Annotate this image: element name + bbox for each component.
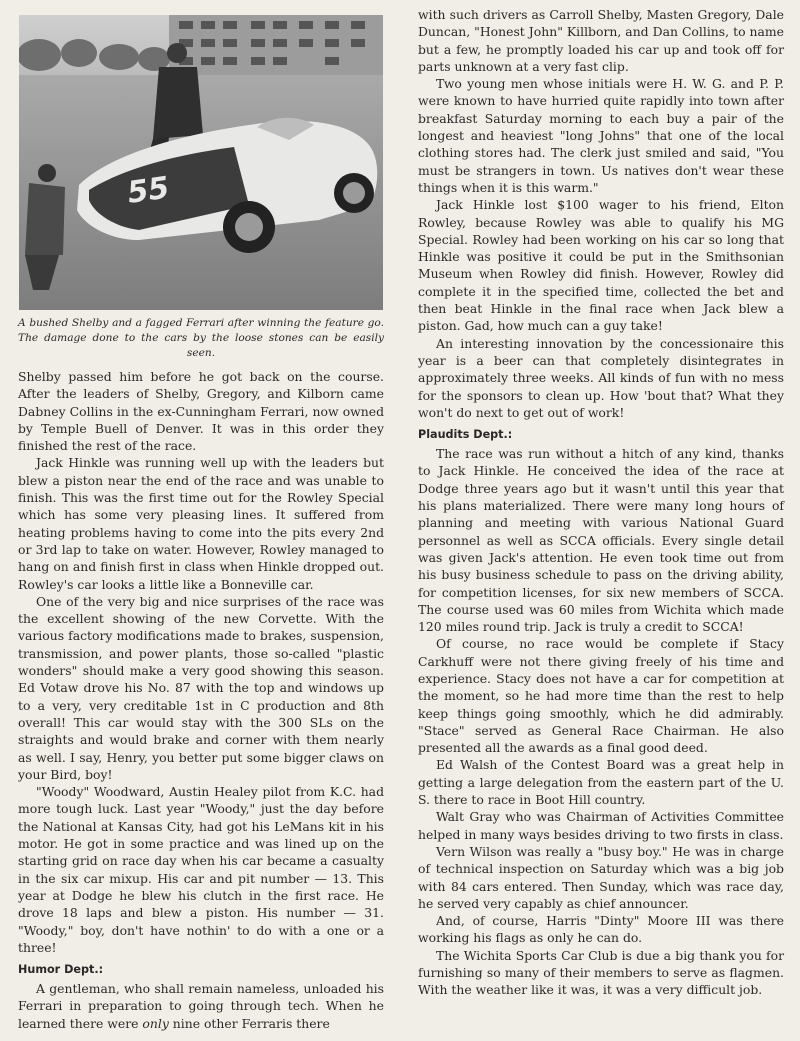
paragraph: Of course, no race would be complete if Stacy Carkhuff were not there giving freely of his time and experience. Stacy does not have a car for competition at the moment, so he had more time than the rest to help keep things going smoothly, which he did admirably. "Stace" served as General Race Chairman. He also presented all the awards as a final good deed. [418, 636, 784, 756]
section-heading-humor: Humor Dept.: [18, 963, 104, 977]
text-run: A gentleman, who shall remain nameless, unloaded his Ferrari in preparation to going through tech. When he learned there were [18, 981, 384, 1031]
photo-caption: A bushed Shelby and a fagged Ferrari after winning the feature go. The damage done to the cars by the loose stones can be easily seen. [18, 317, 384, 359]
paragraph: Jack Hinkle was running well up with the leaders but blew a piston near the end of the race and was unable to finish. This was the first time out for the Rowley Special which has some very pleasing lines. It suffered from heating problems having to come into the pits every 2nd or 3rd lap to take on water. However, Rowley managed to hang on and finish first in class when Hinkle dropped out. Rowley's car looks a little like a Bonneville car. [18, 455, 384, 592]
paragraph: The race was run without a hitch of any kind, thanks to Jack Hinkle. He conceived the idea of the race at Dodge three years ago but it wasn't until this year that his plans materialized. There were many long hours of planning and meeting with various National Guard personnel as well as SCCA officials. Every single detail was given Jack's attention. He even took time out from his busy business schedule to pass on the driving ability, for competition licenses, for six new members of SCCA. The course used was 60 miles from Wichita which made 120 miles round trip. Jack is truly a credit to SCCA! [418, 446, 784, 635]
paragraph: And, of course, Harris "Dinty" Moore III was there working his flags as only he can do. [418, 913, 784, 946]
paragraph: Vern Wilson was really a "busy boy." He was in charge of technical inspection on Saturday which was a big job with 84 cars entered. Then Sunday, which was race day, he served very capably as chief announcer. [418, 843, 784, 911]
paragraph: An interesting innovation by the concessionaire this year is a beer can that completely disintegrates in approximately three weeks. All kinds of fun with no mess for the sponsors to clean up. How 'bout that? What they won't do next to get out of work! [418, 335, 784, 420]
paragraph [18, 980, 384, 1032]
right-column-text [418, 6, 784, 999]
section-heading-plaudits: Plaudits Dept.: [418, 428, 513, 442]
building [169, 15, 383, 75]
paragraph: The Wichita Sports Car Club is due a big thank you for furnishing so many of their members to serve as flagmen. With the weather like it was, it was a very difficult job. [418, 947, 784, 998]
paragraph: One of the very big and nice surprises of the race was the excellent showing of the new Corvette. With the various factory modifications made to brakes, suspension, transmission, and power plants, those so-called "plastic wonders" should make a very good showing this season. Ed Votaw drove his No. 87 with the top and windows up to a very, very creditable 1st in C production and 8th overall! This car would stay with the 300 SLs on the straights and would brake and corner with them nearly as well. I say, Henry, you better put some bigger claws on your Bird, boy! [18, 593, 384, 782]
paragraph: Shelby passed him before he got back on the course. After the leaders of Shelby, Gregory, and Kilborn came Dabney Collins in the ex-Cunningham Ferrari, now owned by Temple Buell of Denver. It was in this order they finished the rest of the race. [18, 369, 384, 454]
car-number: 55 [125, 170, 172, 211]
emphasis: only [142, 1015, 169, 1031]
paragraph: Two young men whose initials were H. W. G. and P. P. were known to have hurried quite rapidly into town after breakfast Saturday morning to each buy a pair of the longest and heaviest "long Johns" that one of the local clothing stores had. The clerk just smiled and said, "You must be strangers in town. Us natives don't wear these things when it is this warm." [418, 76, 784, 195]
paragraph: "Woody" Woodward, Austin Healey pilot from K.C. had more tough luck. Last year "Woody," just the day before the National at Kansas City, had got his LeMans kit in his motor. He got in some practice and was lined up on the starting grid on race day when his car became a casualty in the six car mixup. His car and pit number — 13. This year at Dodge he blew his clutch in the first race. He drove 18 laps and blew a piston. His number — 31. "Woody," boy, don't have nothin' to do with a one or a three! [18, 784, 384, 955]
paragraph: Ed Walsh of the Contest Board was a great help in getting a large delegation from the eastern part of the U. S. there to race in Boot Hill country. [418, 757, 784, 808]
paragraph: Walt Gray who was Chairman of Activities Committee helped in many ways besides driving to two firsts in class. [418, 809, 784, 842]
photo-illustration [19, 15, 383, 310]
race-photo [19, 15, 383, 310]
text-run: nine other Ferraris there [168, 1015, 330, 1031]
left-column-text [18, 368, 384, 1032]
paragraph: Jack Hinkle lost $100 wager to his friend, Elton Rowley, because Rowley was able to qualify his MG Special. Rowley had been working on his car so long that Hinkle was positive it could be put in the Smithsonian Museum when Rowley did finish. However, Rowley did complete it in the specified time, collected the bet and then beat Hinkle in the final race when Jack blew a piston. Gad, how much can a guy take! [418, 197, 784, 334]
paragraph: with such drivers as Carroll Shelby, Masten Gregory, Dale Duncan, "Honest John" Killborn, and Dan Collins, to name but a few, he promptly loaded his car up and took off for parts unknown at a very fast clip. [418, 7, 784, 74]
